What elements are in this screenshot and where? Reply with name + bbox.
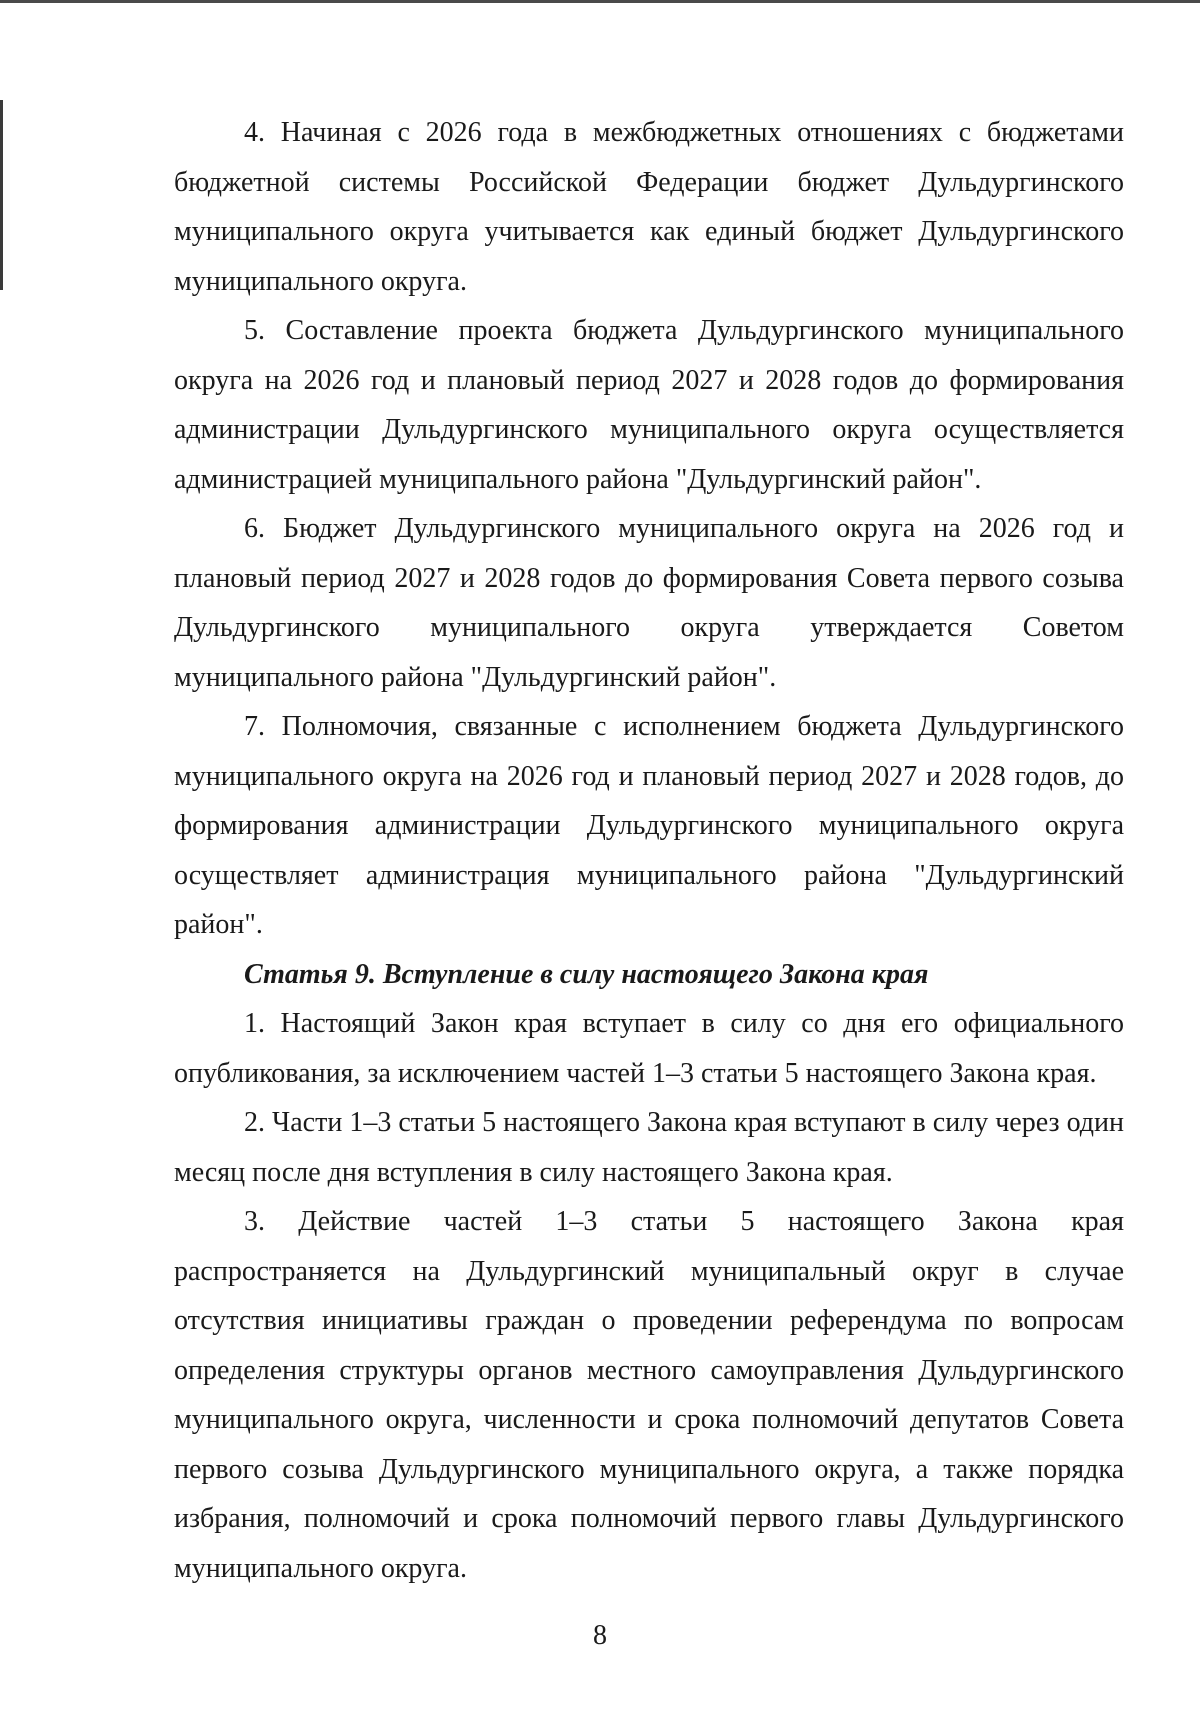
article-9-paragraph-2: 2. Части 1–3 статьи 5 настоящего Закона края вступают в силу через один месяц после дня вступления в силу настоящего Закона края. bbox=[174, 1107, 1124, 1188]
paragraph-5: 5. Составление проекта бюджета Дульдургинского муниципального округа на 2026 год и плановый период 2027 и 2028 годов до формирования администрации Дульдургинского муниципального округа осуществляется администрацией муниципального района "Дульдургинский район". bbox=[174, 315, 1124, 495]
paragraph-7: 7. Полномочия, связанные с исполнением бюджета Дульдургинского муниципального округа на 2026 год и плановый период 2027 и 2028 годов, до формирования администрации Дульдургинского муниципального округа осуществляет администрация муниципального района "Дульдургинский район". bbox=[174, 711, 1124, 940]
page-number: 8 bbox=[593, 1620, 607, 1651]
document-body bbox=[174, 108, 1124, 1593]
paragraph-6: 6. Бюджет Дульдургинского муниципального округа на 2026 год и плановый период 2027 и 2028 годов до формирования Совета первого созыва Дульдургинского муниципального округа утверждается Советом муниципального района "Дульдургинский район". bbox=[174, 513, 1124, 693]
paragraph-4: 4. Начиная с 2026 года в межбюджетных отношениях с бюджетами бюджетной системы Российской Федерации бюджет Дульдургинского муниципального округа учитывается как единый бюджет Дульдургинского муниципального округа. bbox=[174, 117, 1124, 297]
scan-top-border bbox=[0, 0, 1200, 3]
scan-left-edge bbox=[0, 100, 3, 290]
article-9-paragraph-3: 3. Действие частей 1–3 статьи 5 настоящего Закона края распространяется на Дульдургинский муниципальный округ в случае отсутствия инициативы граждан о проведении референдума по вопросам определения структуры органов местного самоуправления Дульдургинского муниципального округа, численности и срока полномочий депутатов Совета первого созыва Дульдургинского муниципального округа, а также порядка избрания, полномочий и срока полномочий первого главы Дульдургинского муниципального округа. bbox=[174, 1206, 1124, 1584]
article-9-heading: Статья 9. Вступление в силу настоящего Закона края bbox=[244, 958, 929, 990]
article-9-paragraph-1: 1. Настоящий Закон края вступает в силу со дня его официального опубликования, за исключением частей 1–3 статьи 5 настоящего Закона края. bbox=[174, 1008, 1124, 1089]
